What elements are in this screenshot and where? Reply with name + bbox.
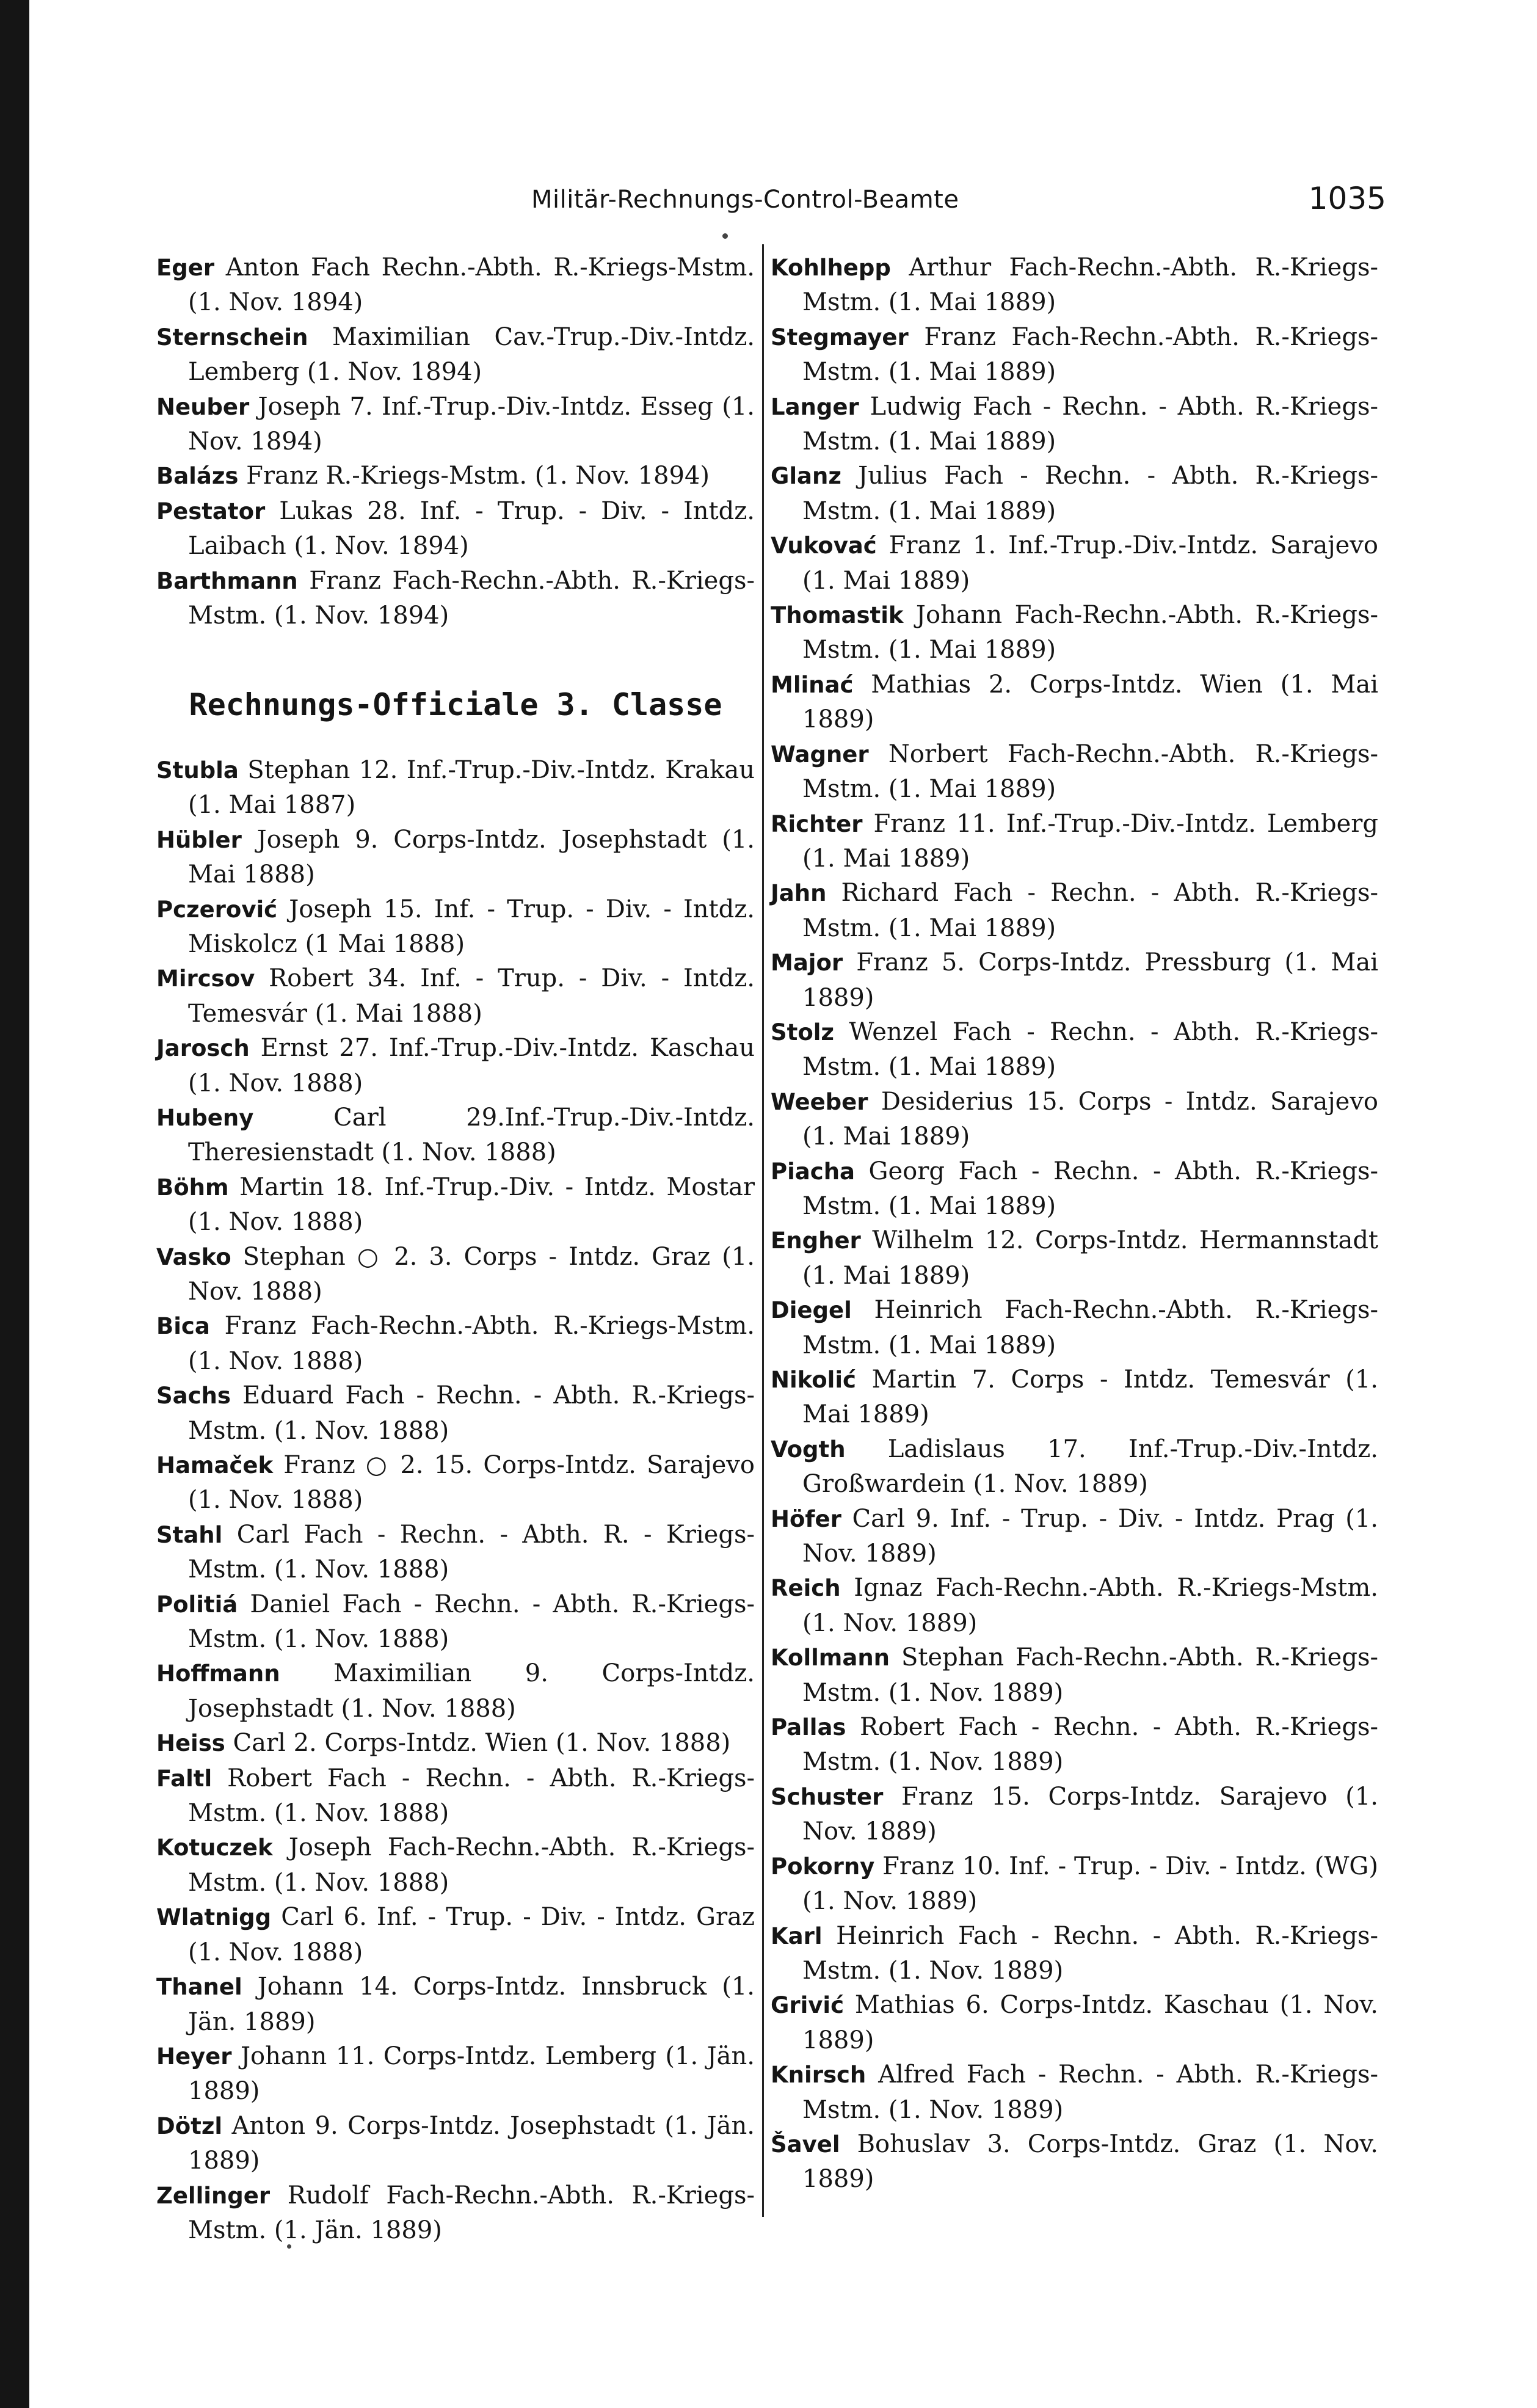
entry-surname: Thanel	[156, 1974, 242, 2001]
list-item	[771, 2127, 1378, 2197]
list-item	[156, 1448, 755, 1518]
entry-surname: Kohlhepp	[771, 255, 891, 281]
entry-surname: Mlinać	[771, 671, 854, 698]
entry-details: Carl 9. Inf. - Trup. - Div. - Intdz. Prag (1. Nov. 1889)	[802, 1504, 1378, 1568]
list-item	[771, 598, 1378, 667]
list-item	[156, 494, 755, 564]
list-item	[156, 2178, 755, 2248]
list-item	[771, 1502, 1378, 1571]
entry-surname: Thomastik	[771, 602, 904, 629]
list-item	[771, 667, 1378, 737]
entry-surname: Heyer	[156, 2043, 232, 2070]
entry-details: Arthur Fach-Rechn.-Abth. R.-Kriegs-Mstm. (1. Mai 1889)	[802, 253, 1378, 317]
entry-details: Ignaz Fach-Rechn.-Abth. R.-Kriegs-Mstm. (1. Nov. 1889)	[802, 1574, 1378, 1637]
list-item	[771, 250, 1378, 320]
entry-surname: Höfer	[771, 1505, 841, 1532]
list-item	[771, 1085, 1378, 1154]
entry-surname: Pokorny	[771, 1853, 875, 1880]
entry-details: Daniel Fach - Rechn. - Abth. R.-Kriegs-Mstm. (1. Nov. 1888)	[188, 1590, 755, 1654]
list-item	[156, 2109, 755, 2178]
entry-surname: Grivić	[771, 1992, 845, 2019]
list-item	[771, 1780, 1378, 1849]
list-item	[156, 1761, 755, 1831]
list-item	[771, 1015, 1378, 1085]
list-item	[156, 320, 755, 390]
list-item	[771, 1362, 1378, 1432]
entry-details: Johann 11. Corps-Intdz. Lemberg (1. Jän. 1889)	[188, 2042, 755, 2106]
entry-details: Maximilian Cav.-Trup.-Div.-Intdz. Lemberg (1. Nov. 1894)	[188, 322, 755, 387]
entry-details: Franz ○ 2. 15. Corps-Intdz. Sarajevo (1. Nov. 1888)	[188, 1451, 755, 1515]
entry-surname: Hamaček	[156, 1452, 274, 1479]
list-item	[156, 961, 755, 1031]
left-column	[156, 250, 755, 2247]
entry-list-right	[771, 250, 1378, 2197]
entry-surname: Engher	[771, 1228, 861, 1254]
entry-surname: Schuster	[771, 1783, 884, 1810]
entry-surname: Wlatnigg	[156, 1904, 272, 1931]
list-item	[771, 390, 1378, 459]
entry-surname: Richter	[771, 810, 863, 837]
entry-surname: Piacha	[771, 1158, 856, 1185]
entry-surname: Pallas	[771, 1714, 846, 1741]
entry-surname: Eger	[156, 255, 215, 281]
entry-surname: Mircsov	[156, 966, 255, 992]
list-item	[156, 1656, 755, 1726]
running-title: Militär-Rechnungs-Control-Beamte	[531, 186, 959, 214]
entry-surname: Knirsch	[771, 2062, 867, 2089]
entry-details: Carl 2. Corps-Intdz. Wien (1. Nov. 1888)	[225, 1729, 731, 1758]
list-item	[771, 2057, 1378, 2127]
entry-surname: Vasko	[156, 1243, 231, 1270]
right-column	[771, 250, 1378, 2197]
ink-speck	[287, 2244, 291, 2249]
entry-surname: Pestator	[156, 498, 266, 525]
entry-details: Wenzel Fach - Rechn. - Abth. R.-Kriegs-Mstm. (1. Mai 1889)	[802, 1017, 1378, 1082]
entry-surname: Zellinger	[156, 2182, 271, 2209]
list-item	[156, 1726, 755, 1761]
entry-details: Franz R.-Kriegs-Mstm. (1. Nov. 1894)	[238, 462, 710, 490]
entry-details: Ludwig Fach - Rechn. - Abth. R.-Kriegs-Mstm. (1. Mai 1889)	[802, 392, 1378, 456]
entry-surname: Nikolić	[771, 1367, 856, 1393]
entry-details: Carl 6. Inf. - Trup. - Div. - Intdz. Graz (1. Nov. 1888)	[188, 1903, 755, 1966]
entry-details: Franz 1. Inf.-Trup.-Div.-Intdz. Sarajevo (1. Mai 1889)	[802, 531, 1378, 595]
list-item	[156, 1587, 755, 1657]
entry-surname: Langer	[771, 393, 859, 420]
entry-details: Johann Fach-Rechn.-Abth. R.-Kriegs-Mstm. (1. Mai 1889)	[802, 601, 1378, 664]
list-item	[156, 2039, 755, 2109]
list-item	[771, 1988, 1378, 2057]
entry-details: Franz Fach-Rechn.-Abth. R.-Kriegs-Mstm. (1. Nov. 1894)	[188, 566, 755, 630]
list-item	[771, 1223, 1378, 1293]
entry-details: Carl Fach - Rechn. - Abth. R. - Kriegs-Mstm. (1. Nov. 1888)	[188, 1520, 755, 1584]
list-item	[156, 250, 755, 320]
entry-details: Heinrich Fach - Rechn. - Abth. R.-Kriegs-Mstm. (1. Nov. 1889)	[802, 1921, 1378, 1985]
entry-details: Ernst 27. Inf.-Trup.-Div.-Intdz. Kaschau (1. Nov. 1888)	[188, 1034, 755, 1097]
entry-details: Franz 10. Inf. - Trup. - Div. - Intdz. (WG) (1. Nov. 1889)	[802, 1852, 1378, 1916]
entry-details: Robert Fach - Rechn. - Abth. R.-Kriegs-Mstm. (1. Nov. 1889)	[802, 1713, 1378, 1777]
list-item	[771, 737, 1378, 807]
entry-details: Joseph Fach-Rechn.-Abth. R.-Kriegs-Mstm. (1. Nov. 1888)	[188, 1833, 755, 1897]
list-item	[771, 1919, 1378, 1988]
entry-surname: Hoffmann	[156, 1661, 280, 1687]
entry-surname: Weeber	[771, 1088, 868, 1115]
entry-details: Carl 29.Inf.-Trup.-Div.-Intdz. Theresienstadt (1. Nov. 1888)	[188, 1103, 755, 1167]
entry-surname: Sternschein	[156, 324, 308, 351]
entry-surname: Sachs	[156, 1383, 231, 1410]
list-item	[156, 892, 755, 962]
list-item	[156, 1170, 755, 1240]
list-item	[156, 1378, 755, 1448]
entry-surname: Kollmann	[771, 1645, 890, 1671]
entry-details: Franz Fach-Rechn.-Abth. R.-Kriegs-Mstm. (1. Nov. 1888)	[188, 1312, 755, 1375]
entry-surname: Diegel	[771, 1297, 852, 1324]
entry-surname: Major	[771, 950, 843, 977]
list-item	[771, 1154, 1378, 1224]
entry-details: Richard Fach - Rechn. - Abth. R.-Kriegs-Mstm. (1. Mai 1889)	[802, 879, 1378, 942]
entry-details: Desiderius 15. Corps - Intdz. Sarajevo (1. Mai 1889)	[802, 1087, 1378, 1151]
entry-details: Norbert Fach-Rechn.-Abth. R.-Kriegs-Mstm. (1. Mai 1889)	[802, 740, 1378, 804]
entry-surname: Vukovać	[771, 533, 877, 559]
entry-surname: Politiá	[156, 1591, 238, 1618]
list-item	[156, 1970, 755, 2039]
entry-details: Franz 11. Inf.-Trup.-Div.-Intdz. Lemberg (1. Mai 1889)	[802, 809, 1378, 873]
entry-details: Franz 5. Corps-Intdz. Pressburg (1. Mai 1889)	[802, 948, 1378, 1012]
entry-surname: Balázs	[156, 463, 239, 490]
list-item	[771, 1849, 1378, 1919]
entry-details: Heinrich Fach-Rechn.-Abth. R.-Kriegs-Mstm. (1. Mai 1889)	[802, 1296, 1378, 1359]
list-item	[156, 459, 755, 493]
entry-surname: Stahl	[156, 1521, 223, 1548]
list-item	[156, 1100, 755, 1170]
entry-details: Anton 9. Corps-Intdz. Josephstadt (1. Jän. 1889)	[188, 2111, 755, 2175]
entry-surname: Jarosch	[156, 1035, 250, 1062]
list-item	[771, 807, 1378, 876]
entry-surname: Vogth	[771, 1436, 846, 1463]
entry-surname: Wagner	[771, 741, 869, 768]
scan-page-edge	[0, 0, 29, 2408]
entry-details: Robert 34. Inf. - Trup. - Div. - Intdz. Temesvár (1. Mai 1888)	[188, 964, 755, 1028]
list-item	[156, 1309, 755, 1378]
list-item	[771, 459, 1378, 528]
section-heading: Rechnungs-Officiale 3. Classe	[189, 687, 722, 723]
entry-surname: Stolz	[771, 1019, 834, 1046]
entry-surname: Hübler	[156, 826, 242, 853]
entry-details: Maximilian 9. Corps-Intdz. Josephstadt (1. Nov. 1888)	[188, 1659, 755, 1723]
list-item	[771, 1571, 1378, 1640]
list-item	[156, 1830, 755, 1900]
entry-surname: Pczerović	[156, 896, 278, 923]
entry-details: Wilhelm 12. Corps-Intdz. Hermannstadt (1. Mai 1889)	[802, 1226, 1378, 1290]
list-item	[156, 1240, 755, 1309]
entry-surname: Dötzl	[156, 2112, 223, 2139]
list-item	[771, 876, 1378, 945]
list-item	[771, 1432, 1378, 1502]
entry-details: Anton Fach Rechn.-Abth. R.-Kriegs-Mstm. (1. Nov. 1894)	[188, 253, 755, 317]
entry-details: Stephan Fach-Rechn.-Abth. R.-Kriegs-Mstm. (1. Nov. 1889)	[802, 1643, 1378, 1707]
entry-list-top	[156, 250, 755, 633]
entry-details: Franz Fach-Rechn.-Abth. R.-Kriegs-Mstm. (1. Mai 1889)	[802, 322, 1378, 387]
entry-details: Mathias 6. Corps-Intdz. Kaschau (1. Nov. 1889)	[802, 1991, 1378, 2054]
entry-surname: Jahn	[771, 880, 827, 907]
entry-details: Martin 7. Corps - Intdz. Temesvár (1. Mai 1889)	[802, 1366, 1378, 1429]
list-item	[156, 1518, 755, 1587]
ink-speck	[722, 233, 728, 239]
page-number: 1035	[1308, 181, 1386, 216]
entry-details: Robert Fach - Rechn. - Abth. R.-Kriegs-Mstm. (1. Nov. 1888)	[188, 1764, 755, 1828]
entry-details: Georg Fach - Rechn. - Abth. R.-Kriegs-Mstm. (1. Mai 1889)	[802, 1157, 1378, 1220]
entry-details: Stephan ○ 2. 3. Corps - Intdz. Graz (1. Nov. 1888)	[188, 1242, 755, 1306]
list-item	[156, 1900, 755, 1970]
column-divider	[762, 244, 764, 2217]
entry-surname: Karl	[771, 1922, 823, 1949]
entry-details: Eduard Fach - Rechn. - Abth. R.-Kriegs-Mstm. (1. Nov. 1888)	[188, 1381, 755, 1445]
entry-surname: Böhm	[156, 1174, 229, 1201]
entry-details: Joseph 9. Corps-Intdz. Josephstadt (1. Mai 1888)	[188, 825, 755, 889]
entry-details: Alfred Fach - Rechn. - Abth. R.-Kriegs-Mstm. (1. Nov. 1889)	[802, 2061, 1378, 2124]
entry-surname: Glanz	[771, 463, 841, 490]
entry-surname: Hubeny	[156, 1104, 254, 1131]
list-item	[771, 528, 1378, 598]
list-item	[156, 564, 755, 633]
entry-surname: Reich	[771, 1575, 841, 1602]
entry-details: Lukas 28. Inf. - Trup. - Div. - Intdz. Laibach (1. Nov. 1894)	[188, 497, 755, 561]
entry-surname: Stegmayer	[771, 324, 909, 351]
entry-details: Martin 18. Inf.-Trup.-Div. - Intdz. Mostar (1. Nov. 1888)	[188, 1173, 755, 1237]
entry-details: Johann 14. Corps-Intdz. Innsbruck (1. Jän. 1889)	[188, 1973, 755, 2036]
entry-details: Stephan 12. Inf.-Trup.-Div.-Intdz. Krakau (1. Mai 1887)	[188, 755, 755, 820]
entry-surname: Neuber	[156, 393, 250, 420]
entry-surname: Šavel	[771, 2131, 840, 2158]
list-item	[156, 753, 755, 823]
entry-surname: Stubla	[156, 757, 239, 784]
page-header	[531, 181, 1386, 222]
list-item	[771, 1293, 1378, 1362]
entry-surname: Bica	[156, 1313, 210, 1340]
entry-surname: Faltl	[156, 1765, 213, 1792]
entry-details: Mathias 2. Corps-Intdz. Wien (1. Mai 1889)	[802, 670, 1378, 734]
entry-details: Ladislaus 17. Inf.-Trup.-Div.-Intdz. Großwardein (1. Nov. 1889)	[802, 1435, 1378, 1499]
entry-details: Bohuslav 3. Corps-Intdz. Graz (1. Nov. 1889)	[802, 2130, 1378, 2194]
list-item	[156, 823, 755, 892]
entry-surname: Barthmann	[156, 567, 298, 594]
list-item	[156, 390, 755, 459]
entry-surname: Kotuczek	[156, 1835, 273, 1861]
entry-details: Franz 15. Corps-Intdz. Sarajevo (1. Nov. 1889)	[802, 1782, 1378, 1846]
entry-details: Joseph 7. Inf.-Trup.-Div.-Intdz. Esseg (1. Nov. 1894)	[188, 392, 755, 456]
entry-list-left	[156, 753, 755, 2247]
list-item	[771, 1710, 1378, 1780]
entry-details: Joseph 15. Inf. - Trup. - Div. - Intdz. Miskolcz (1 Mai 1888)	[188, 895, 755, 958]
list-item	[771, 320, 1378, 390]
list-item	[771, 1640, 1378, 1710]
list-item	[771, 945, 1378, 1015]
list-item	[156, 1031, 755, 1100]
entry-details: Julius Fach - Rechn. - Abth. R.-Kriegs-Mstm. (1. Mai 1889)	[802, 462, 1378, 525]
entry-details: Rudolf Fach-Rechn.-Abth. R.-Kriegs-Mstm. (1. Jän. 1889)	[188, 2181, 755, 2244]
entry-surname: Heiss	[156, 1730, 225, 1757]
